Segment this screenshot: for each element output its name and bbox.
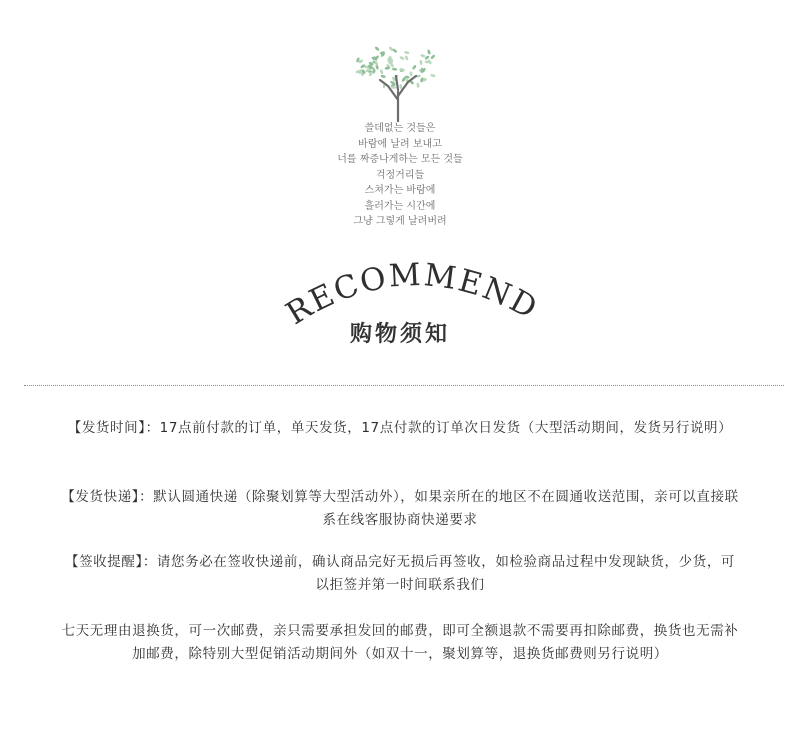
poem-line: 그냥 그렇게 날려버려	[353, 216, 447, 227]
leaf	[404, 51, 410, 55]
leaf	[430, 74, 436, 78]
poem-line: 흘러가는 시간에	[364, 200, 436, 212]
dotted-divider	[24, 385, 784, 386]
recommend-text: RECOMMEND	[279, 256, 545, 333]
leaf	[388, 46, 394, 52]
leaf	[372, 68, 375, 74]
leaf	[416, 82, 420, 88]
page-title: 购物须知	[349, 321, 450, 347]
leaf	[380, 74, 386, 78]
leaf	[419, 60, 423, 66]
notice-courier: 【发货快递】：默认圆通快递（除聚划算等大型活动外），如果亲所在的地区不在圆通收送范围，亲可以直接联系在线客服协商快递要求	[61, 489, 739, 528]
poem-line: 쓸데없는 것들은	[364, 123, 436, 134]
notice-returns: 七天无理由退换货，可一次邮费，亲只需要承担发回的邮费，即可全额退款不需要再扣除邮费，换货也无需补加邮费，除特别大型促销活动期间外（如双十一，聚划算等，退换货邮费则另行说明）	[61, 623, 739, 662]
poem-line: 스쳐가는 바람에	[364, 185, 436, 196]
notice-receipt: 【签收提醒】：请您务必在签收快递前，确认商品完好无损后再签收，如检验商品过程中发现缺货，少货，可以拒签并第一时间联系我们	[64, 554, 736, 593]
poem-line: 너를 짜증나게하는 모든 것들	[337, 154, 463, 165]
leaf	[391, 86, 396, 89]
leaf	[379, 69, 383, 75]
korean-poem	[290, 121, 510, 230]
poem-line: 바람에 날려 보내고	[358, 138, 442, 150]
leaf	[392, 67, 398, 71]
poem-line: 걱정거리들	[375, 169, 425, 181]
notice-shipping-time: 【发货时间】：17点前付款的订单，单天发货，17点付款的订单次日发货（大型活动期间，发货另行说明）	[67, 420, 733, 436]
leaf	[420, 54, 426, 58]
leaf	[374, 46, 380, 52]
leaf	[427, 49, 431, 55]
leaf	[404, 55, 409, 61]
leaf	[399, 56, 405, 61]
tree-illustration	[352, 40, 444, 122]
leaf	[409, 71, 413, 77]
leaf	[399, 84, 402, 89]
leaf	[412, 64, 417, 70]
leaf	[430, 54, 436, 60]
